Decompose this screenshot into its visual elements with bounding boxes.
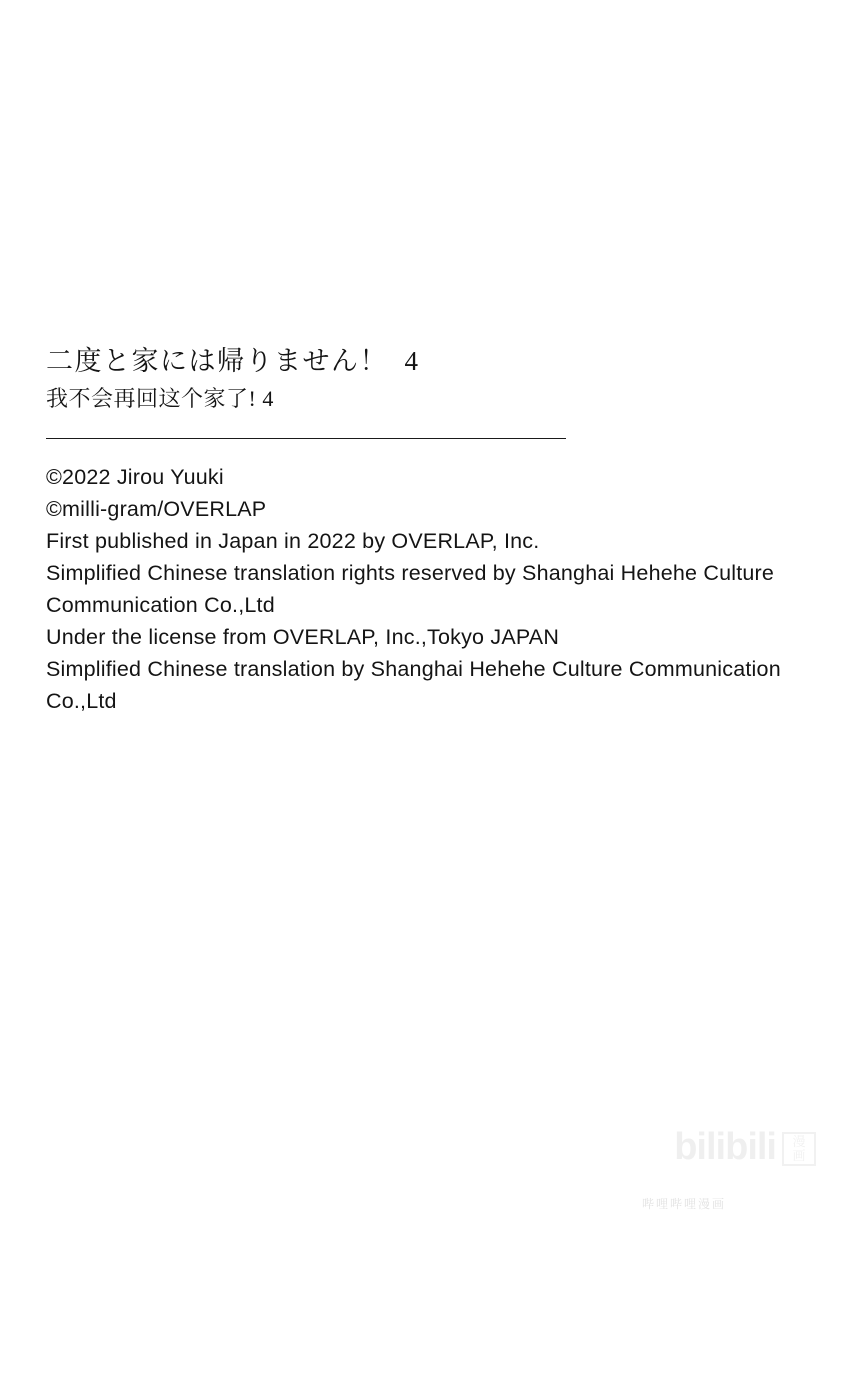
credit-line: First published in Japan in 2022 by OVERLAP, Inc. bbox=[46, 529, 540, 554]
title-japanese: 二度と家には帰りません！ 4 bbox=[46, 346, 420, 376]
credit-line: Under the license from OVERLAP, Inc.,Tokyo JAPAN bbox=[46, 625, 560, 650]
colophon-block bbox=[46, 345, 786, 717]
title-chinese: 我不会再回这个家了! 4 bbox=[46, 385, 274, 411]
credit-line: Simplified Chinese translation rights reserved by Shanghai Hehehe Culture Communication Co.,Ltd bbox=[46, 561, 781, 618]
credit-line: ©2022 Jirou Yuuki bbox=[46, 465, 224, 490]
divider-rule bbox=[46, 438, 566, 439]
manhua-badge-line2: 画 bbox=[792, 1148, 806, 1163]
manhua-badge-line1: 漫 bbox=[792, 1134, 806, 1149]
manhua-badge-icon bbox=[782, 1132, 816, 1166]
bilibili-logo-text: bilibili bbox=[674, 1126, 776, 1168]
credits-block bbox=[46, 461, 786, 717]
credit-line: Simplified Chinese translation by Shanghai Hehehe Culture Communication Co.,Ltd bbox=[46, 657, 788, 714]
bilibili-watermark bbox=[674, 1128, 816, 1166]
watermark-subtext: 哔哩哔哩漫画 bbox=[641, 1197, 726, 1211]
credit-line: ©milli-gram/OVERLAP bbox=[46, 497, 267, 522]
